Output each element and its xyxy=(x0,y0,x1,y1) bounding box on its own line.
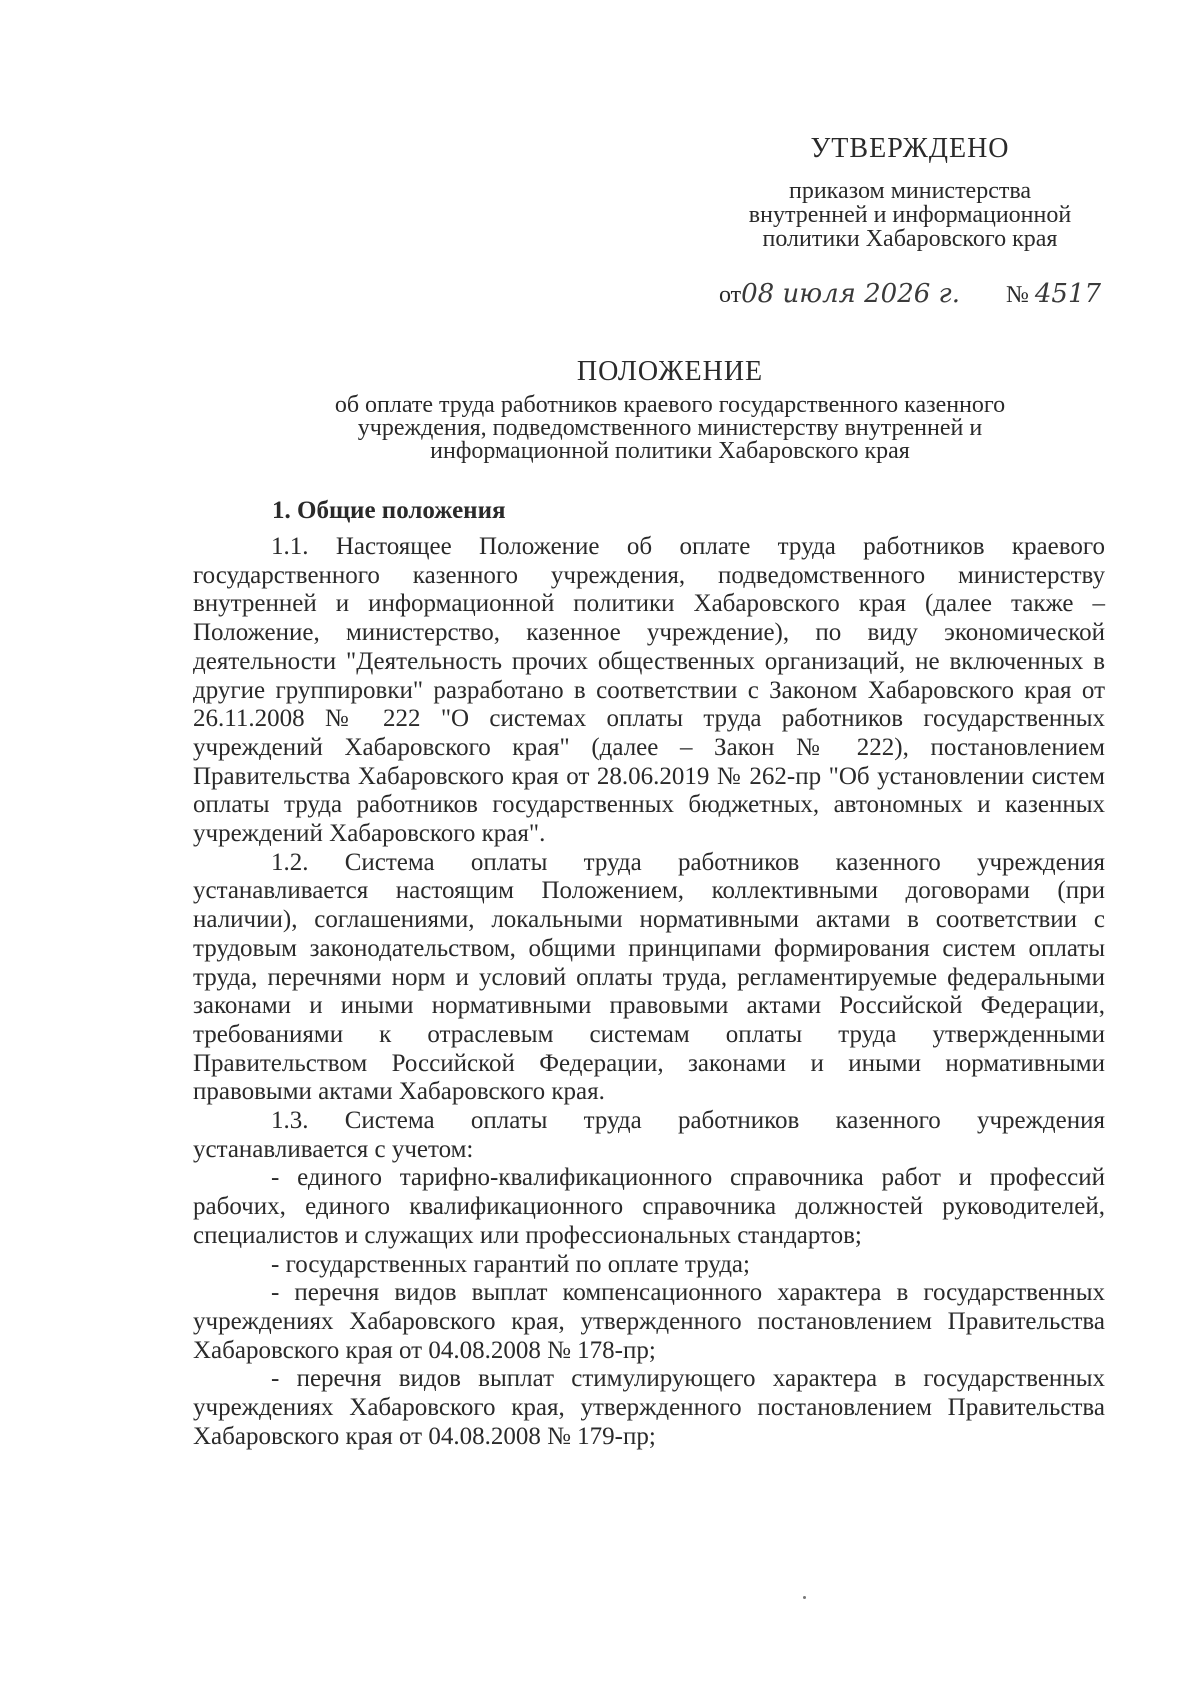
list-item: - перечня видов выплат стимулирующего характера в государственных учреждениях Хабаровского края, утвержденного постановлением Правительства Хабаровского края от 04.08.2008 № 179-пр; xyxy=(193,1365,1105,1450)
date-prefix: от xyxy=(718,282,742,308)
title-block xyxy=(240,356,1100,463)
handwritten-date: 08 июля 2026 г. xyxy=(741,279,960,309)
subtitle-line: информационной политики Хабаровского края xyxy=(430,438,910,464)
document-body xyxy=(193,533,1105,1452)
scan-speck xyxy=(803,1596,806,1599)
document-title: ПОЛОЖЕНИЕ xyxy=(576,356,764,387)
approval-line: внутренней и информационной xyxy=(748,202,1072,228)
section-heading: 1. Общие положения xyxy=(272,497,506,524)
paragraph: 1.2. Система оплаты труда работников казенного учреждения устанавливается настоящим Положением, коллективными договорами (при наличии), соглашениями, локальными нормативными актами в соответствии с трудовым законодательством, общими принципами формирования систем оплаты труда, перечнями норм и условий оплаты труда, регламентируемые федеральными законами и иными нормативными правовыми актами Российской Федерации, требованиями к отраслевым системам оплаты труда утвержденными Правительством Российской Федерации, законами и иными нормативными правовыми актами Хабаровского края. xyxy=(193,848,1105,1106)
list-item: - единого тарифно-квалификационного справочника работ и профессий рабочих, единого квалификационного справочника должностей руководителей, специалистов и служащих или профессиональных стандартов; xyxy=(193,1164,1105,1249)
order-date-number xyxy=(700,279,1120,313)
handwritten-number: 4517 xyxy=(1034,279,1102,309)
approval-line: приказом министерства xyxy=(788,178,1032,204)
approval-line: политики Хабаровского края xyxy=(762,226,1058,252)
paragraph: 1.1. Настоящее Положение об оплате труда работников краевого государственного казенного учреждения, подведомственного министерству внутренней и информационной политики Хабаровского края (далее также – Положение, министерство, казенное учреждение), по виду экономической деятельности "Деятельность прочих общественных организаций, не включенных в другие группировки" разработано в соответствии с Законом Хабаровского края от 26.11.2008 № 222 "О системах оплаты труда работников государственных учреждений Хабаровского края" (далее – Закон № 222), постановлением Правительства Хабаровского края от 28.06.2019 № 262-пр "Об установлении систем оплаты труда работников государственных бюджетных, автономных и казенных учреждений Хабаровского края". xyxy=(193,533,1105,848)
approval-block xyxy=(700,133,1120,313)
number-prefix: № xyxy=(1005,282,1029,308)
approval-stamp: УТВЕРЖДЕНО xyxy=(810,133,1010,164)
list-item: - перечня видов выплат компенсационного характера в государственных учреждениях Хабаровского края, утвержденного постановлением Правительства Хабаровского края от 04.08.2008 № 178-пр; xyxy=(193,1279,1105,1364)
list-item: - государственных гарантий по оплате труда; xyxy=(271,1250,750,1278)
subtitle-line: учреждения, подведомственного министерству внутренней и xyxy=(357,415,983,441)
subtitle-line: об оплате труда работников краевого государственного казенного xyxy=(334,392,1006,418)
paragraph: 1.3. Система оплаты труда работников казенного учреждения устанавливается с учетом: xyxy=(193,1107,1105,1163)
